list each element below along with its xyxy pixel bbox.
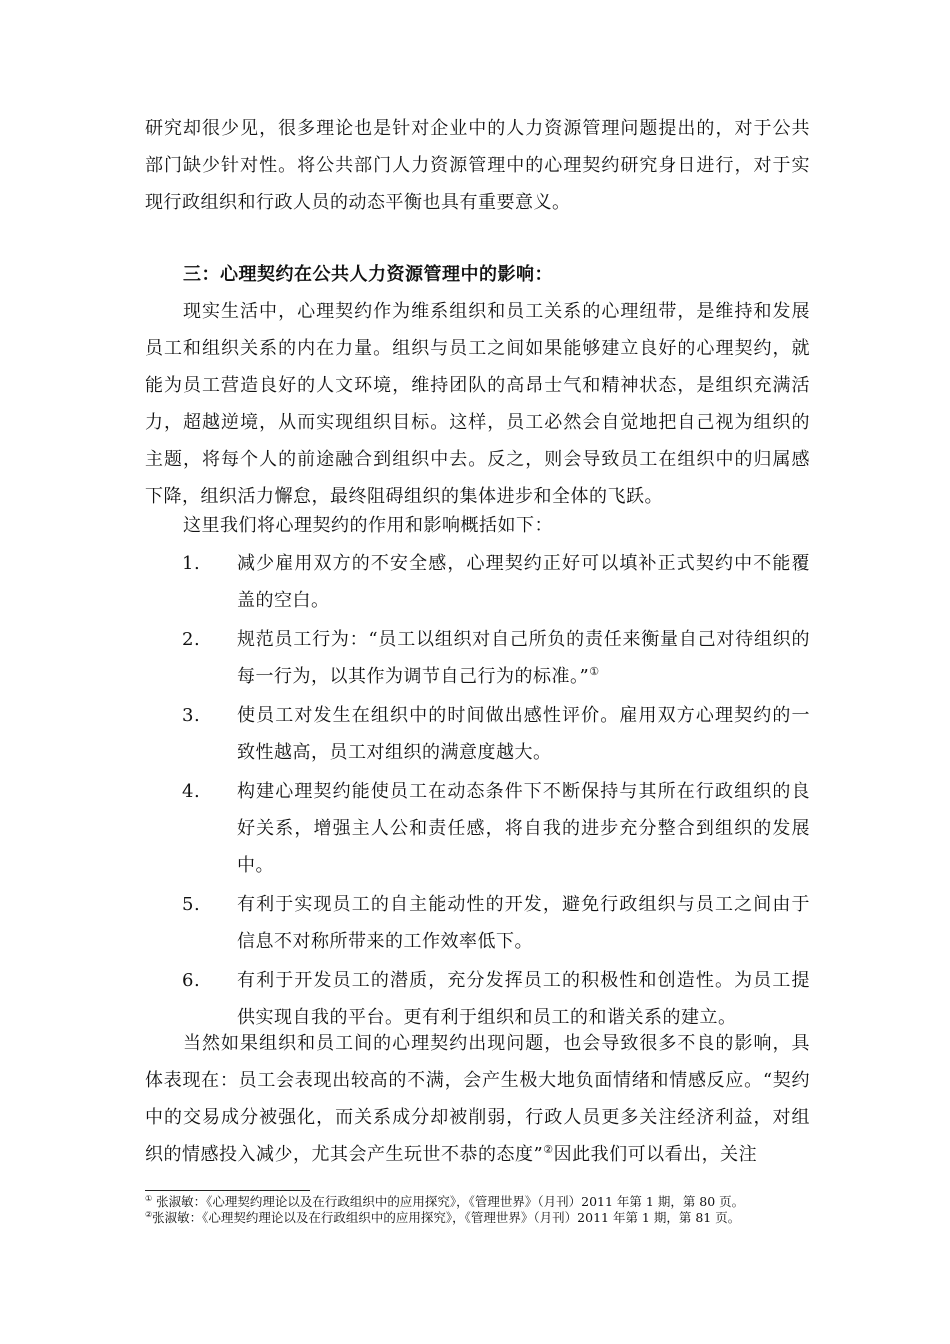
list-item-1 bbox=[145, 545, 810, 619]
impact-list bbox=[145, 545, 810, 1038]
footnote-text: 张淑敏：《心理契约理论以及在行政组织中的应用探究》，《管理世界》（月刊）2011 年第 1 期，第 81 页。 bbox=[152, 1210, 741, 1225]
list-text: 减少雇用双方的不安全感，心理契约正好可以填补正式契约中不能覆盖的空白。 bbox=[237, 553, 810, 611]
body-paragraph-3 bbox=[145, 1025, 810, 1173]
intro-paragraph: 研究却很少见，很多理论也是针对企业中的人力资源管理问题提出的，对于公共部门缺少针对性。将公共部门人力资源管理中的心理契约研究身日进行，对于实现行政组织和行政人员的动态平衡也具有重要意义。 bbox=[145, 118, 810, 213]
footnote-ref-1[interactable]: ① bbox=[589, 665, 600, 678]
list-item-4 bbox=[145, 773, 810, 884]
list-text: 构建心理契约能使员工在动态条件下不断保持与其所在行政组织的良好关系，增强主人公和责任感，将自我的进步充分整合到组织的发展中。 bbox=[237, 781, 810, 876]
footnotes bbox=[145, 1194, 845, 1226]
list-number: 4. bbox=[182, 781, 201, 802]
list-text: 有利于实现员工的自主能动性的开发，避免行政组织与员工之间由于信息不对称所带来的工作效率低下。 bbox=[237, 894, 810, 952]
section-heading: 三：心理契约在公共人力资源管理中的影响： bbox=[183, 264, 553, 285]
body-paragraph-1: 现实生活中，心理契约作为维系组织和员工关系的心理纽带，是维持和发展员工和组织关系的内在力量。组织与员工之间如果能够建立良好的心理契约，就能为员工营造良好的人文环境，维持团队的高昂士气和精神状态，是组织充满活力，超越逆境，从而实现组织目标。这样，员工必然会自觉地把自己视为组织的主题，将每个人的前途融合到组织中去。反之，则会导致员工在组织中的归属感下降，组织活力懈怠，最终阻碍组织的集体进步和全体的飞跃。 bbox=[145, 301, 810, 507]
list-text: 规范员工行为：“员工以组织对自己所负的责任来衡量自己对待组织的每一行为，以其作为调节自己行为的标准。” bbox=[237, 629, 810, 687]
paragraph-3-continuation: 因此我们可以看出，关注 bbox=[553, 1144, 758, 1165]
list-number: 6. bbox=[182, 970, 201, 991]
footnote-separator bbox=[145, 1190, 310, 1191]
footnote-mark: ② bbox=[145, 1209, 153, 1219]
list-number: 2. bbox=[182, 629, 201, 650]
footnote-ref-2[interactable]: ② bbox=[543, 1143, 554, 1156]
footnote-text: 张淑敏：《心理契约理论以及在行政组织中的应用探究》，《管理世界》（月刊）2011 年第 1 期，第 80 页。 bbox=[152, 1194, 745, 1209]
list-number: 1. bbox=[182, 553, 201, 574]
list-item-2 bbox=[145, 621, 810, 695]
footnote-2 bbox=[145, 1210, 845, 1226]
body-paragraph-2: 这里我们将心理契约的作用和影响概括如下： bbox=[183, 515, 553, 536]
list-text: 有利于开发员工的潜质，充分发挥员工的积极性和创造性。为员工提供实现自我的平台。更有利于组织和员工的和谐关系的建立。 bbox=[237, 970, 810, 1028]
list-number: 5. bbox=[182, 894, 201, 915]
list-item-5 bbox=[145, 886, 810, 960]
list-text: 使员工对发生在组织中的时间做出感性评价。雇用双方心理契约的一致性越高，员工对组织的满意度越大。 bbox=[237, 705, 810, 763]
list-number: 3. bbox=[182, 705, 201, 726]
list-item-3 bbox=[145, 697, 810, 771]
paragraph-3-text: 当然如果组织和员工间的心理契约出现问题，也会导致很多不良的影响，具体表现在：员工会表现出较高的不满，会产生极大地负面情绪和情感反应。“契约中的交易成分被强化，而关系成分却被削弱，行政人员更多关注经济利益，对组织的情感投入减少，尤其会产生玩世不恭的态度” bbox=[145, 1033, 810, 1165]
footnote-1 bbox=[145, 1194, 845, 1210]
footnote-mark: ① bbox=[145, 1193, 153, 1203]
